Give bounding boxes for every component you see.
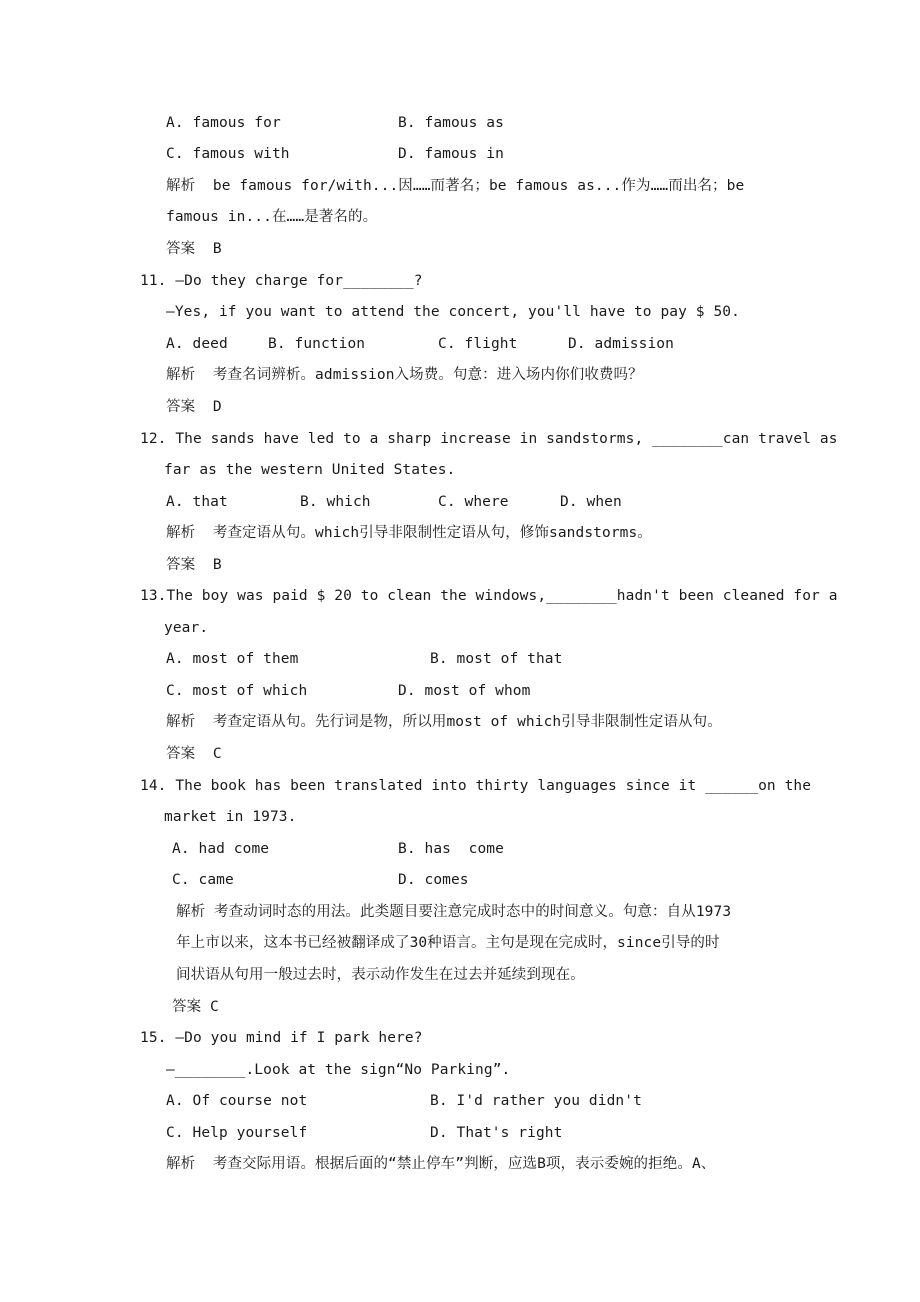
q14-analysis-line-3: 间状语从句用一般过去时，表示动作发生在过去并延续到现在。	[176, 967, 585, 983]
q14-option-a: A. had come	[172, 841, 270, 857]
q13-analysis: 解析 考查定语从句。先行词是物，所以用most of which引导非限制性定语从句。	[166, 714, 722, 730]
q12-stem-line-2: far as the western United States.	[164, 462, 456, 478]
q11-reply: —Yes, if you want to attend the concert, you'll have to pay $ 50.	[166, 304, 740, 320]
q13-option-c: C. most of which	[166, 683, 308, 699]
q11-option-a: A. deed	[166, 336, 228, 352]
q13-option-a: A. most of them	[166, 651, 299, 667]
q11-stem: 11. —Do they charge for________?	[140, 273, 423, 289]
q15-option-a: A. Of course not	[166, 1093, 308, 1109]
q12-answer: 答案 B	[166, 557, 222, 573]
q13-stem-line-1: 13.The boy was paid $ 20 to clean the windows,________hadn't been cleaned for a	[140, 588, 838, 604]
q10-analysis-line-2: famous in...在……是著名的。	[166, 209, 378, 225]
q14-option-c: C. came	[172, 872, 234, 888]
q12-option-a: A. that	[166, 494, 228, 510]
q10-option-b: B. famous as	[398, 115, 504, 131]
q14-answer: 答案 C	[172, 999, 219, 1015]
q11-option-b: B. function	[268, 336, 366, 352]
q10-analysis-line-1: 解析 be famous for/with...因……而著名；be famous as...作为……而出名；be	[166, 178, 745, 194]
q13-option-d: D. most of whom	[398, 683, 531, 699]
q14-stem-line-2: market in 1973.	[164, 809, 297, 825]
q14-option-b: B. has come	[398, 841, 504, 857]
q11-option-c: C. flight	[438, 336, 518, 352]
q15-option-d: D. That's right	[430, 1125, 563, 1141]
q14-analysis-line-1: 解析 考查动词时态的用法。此类题目要注意完成时态中的时间意义。句意：自从1973	[176, 904, 732, 920]
q15-reply: —________.Look at the sign“No Parking”.	[166, 1062, 511, 1078]
q13-option-b: B. most of that	[430, 651, 563, 667]
q15-analysis: 解析 考查交际用语。根据后面的“禁止停车”判断，应选B项，表示委婉的拒绝。A、	[166, 1156, 716, 1172]
q14-stem-line-1: 14. The book has been translated into thirty languages since it ______on the	[140, 778, 812, 794]
q10-answer: 答案 B	[166, 241, 222, 257]
q12-option-b: B. which	[300, 494, 371, 510]
q15-option-c: C. Help yourself	[166, 1125, 308, 1141]
q12-option-c: C. where	[438, 494, 509, 510]
q15-stem: 15. —Do you mind if I park here?	[140, 1030, 423, 1046]
q12-analysis: 解析 考查定语从句。which引导非限制性定语从句，修饰sandstorms。	[166, 525, 652, 541]
q15-option-b: B. I'd rather you didn't	[430, 1093, 642, 1109]
q12-stem-line-1: 12. The sands have led to a sharp increase in sandstorms, ________can travel as	[140, 431, 838, 447]
q13-answer: 答案 C	[166, 746, 222, 762]
q12-option-d: D. when	[560, 494, 622, 510]
q10-option-c: C. famous with	[166, 146, 290, 162]
q11-analysis: 解析 考查名词辨析。admission入场费。句意：进入场内你们收费吗？	[166, 367, 643, 383]
q11-option-d: D. admission	[568, 336, 674, 352]
q13-stem-line-2: year.	[164, 620, 209, 636]
q14-analysis-line-2: 年上市以来，这本书已经被翻译成了30种语言。主句是现在完成时，since引导的时	[176, 935, 720, 951]
q14-option-d: D. comes	[398, 872, 469, 888]
q10-option-d: D. famous in	[398, 146, 504, 162]
q11-answer: 答案 D	[166, 399, 222, 415]
q10-option-a: A. famous for	[166, 115, 281, 131]
